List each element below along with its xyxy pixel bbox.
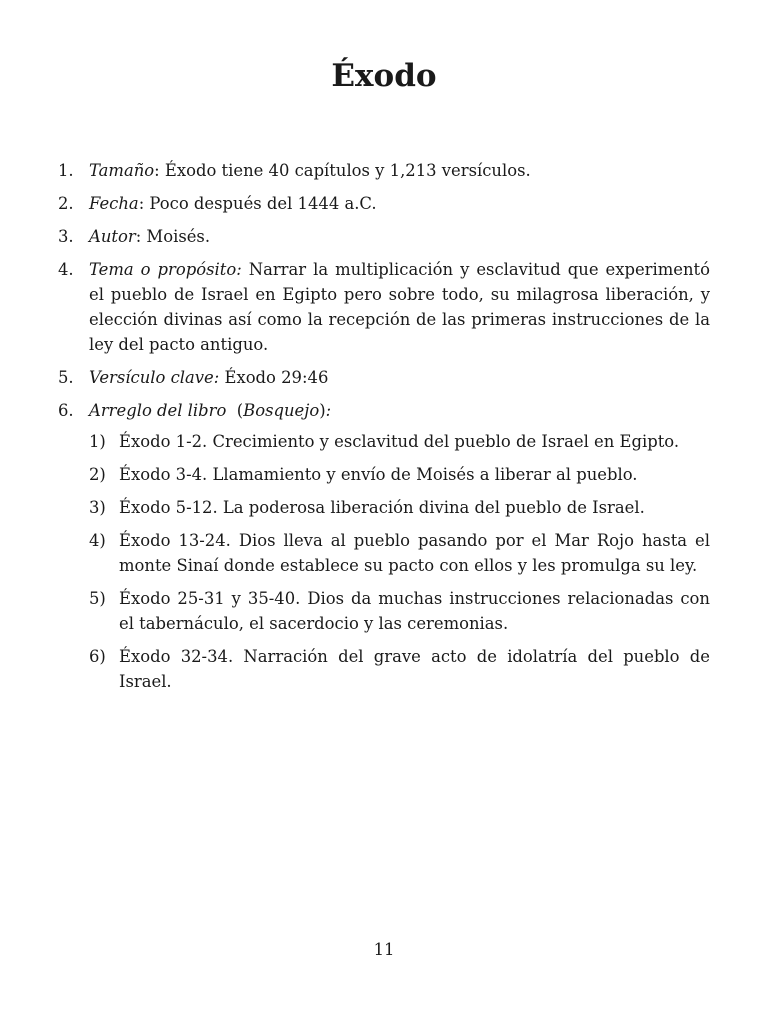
item-separator [242, 260, 249, 279]
outline-number: 1) [89, 432, 106, 451]
summary-list [58, 158, 710, 694]
outline-item [89, 495, 710, 520]
outline-number: 3) [89, 498, 106, 517]
outline-list [89, 429, 710, 694]
item-text: Moisés. [146, 227, 211, 246]
item-label: Autor [89, 227, 136, 246]
item-number: 1. [58, 161, 74, 180]
item-number: 2. [58, 194, 74, 213]
outline-number: 2) [89, 465, 106, 484]
list-item-size [58, 158, 710, 183]
outline-item [89, 644, 710, 694]
outline-text: Éxodo 1-2. Crecimiento y esclavitud del pueblo de Israel en Egipto. [119, 432, 680, 451]
outline-item [89, 586, 710, 636]
item-number: 5. [58, 368, 74, 387]
item-label: Tamaño [89, 161, 155, 180]
outline-number: 5) [89, 589, 106, 608]
outline-text: Éxodo 32-34. Narración del grave acto de idolatría del pueblo de Israel. [119, 647, 710, 691]
item-text: Narrar la multiplicación y esclavitud que experimentó el pueblo de Israel en Egipto pero sobre todo, su milagrosa liberación, y elección divinas así como la recepción de las primeras instrucciones de la ley del pacto antiguo. [89, 260, 710, 354]
list-item-date [58, 191, 710, 216]
item-separator: : [154, 161, 165, 180]
item-label: Arreglo del libro [89, 401, 227, 420]
list-item-outline [58, 398, 710, 694]
outline-text: Éxodo 25-31 y 35-40. Dios da muchas instrucciones relacionadas con el tabernáculo, el sacerdocio y las ceremonias. [119, 589, 710, 633]
item-label: Versículo clave: [89, 368, 220, 387]
book-summary [58, 158, 710, 702]
item-text: Éxodo 29:46 [224, 368, 329, 387]
item-number: 3. [58, 227, 74, 246]
item-number: 4. [58, 260, 74, 279]
item-label: Fecha [89, 194, 139, 213]
list-item-key-verse [58, 365, 710, 390]
list-item-theme [58, 257, 710, 357]
outline-item [89, 462, 710, 487]
list-item-author [58, 224, 710, 249]
item-label: Tema o propósito: [89, 260, 242, 279]
outline-number: 6) [89, 647, 106, 666]
item-number: 6. [58, 401, 74, 420]
item-separator: ( [226, 401, 244, 420]
item-text: Poco después del 1444 a.C. [149, 194, 377, 213]
outline-item [89, 429, 710, 454]
outline-text: Éxodo 3-4. Llamamiento y envío de Moisés a liberar al pueblo. [119, 465, 638, 484]
outline-text: Éxodo 5-12. La poderosa liberación divina del pueblo de Israel. [119, 498, 645, 517]
outline-text: Éxodo 13-24. Dios lleva al pueblo pasando por el Mar Rojo hasta el monte Sinaí donde establece su pacto con ellos y les promulga su ley. [119, 531, 710, 575]
outline-number: 4) [89, 531, 106, 550]
item-separator: : [138, 194, 150, 213]
outline-item [89, 528, 710, 578]
item-label-colon: : [325, 401, 332, 420]
item-separator: : [135, 227, 147, 246]
page-number: 11 [373, 940, 395, 959]
item-text: Éxodo tiene 40 capítulos y 1,213 versículos. [164, 161, 531, 180]
item-label-bosquejo: Bosquejo [243, 401, 320, 420]
item-separator-close: ) [319, 401, 326, 420]
page-title: Éxodo [331, 58, 437, 94]
